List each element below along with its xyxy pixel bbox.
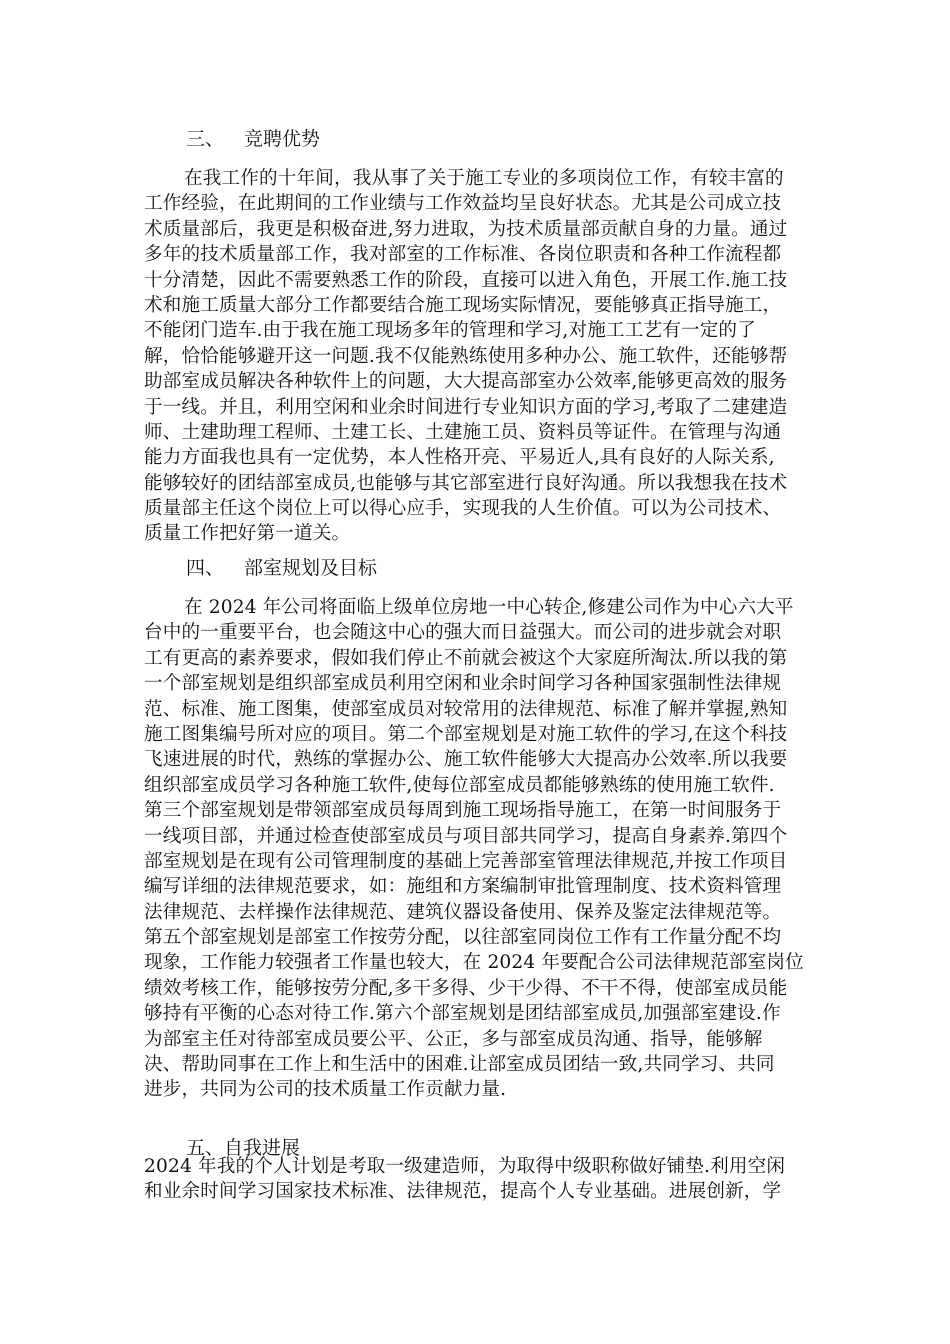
section-number: 三、 [186,128,225,150]
paragraph-department-planning [144,595,809,1103]
text-line: 解，恰恰能够避开这一问题.我不仅能熟练使用多种办公、施工软件，还能够帮 [144,345,788,367]
paragraph-self-development [144,1154,809,1205]
text-line: 第五个部室规划是部室工作按劳分配，以往部室同岗位工作有工作量分配不均 [144,927,782,949]
text-line: 够持有平衡的心态对待工作.第六个部室规划是团结部室成员,加强部室建设.作 [144,1003,781,1025]
text-line: 法律规范、去样操作法律规范、建筑仪器设备使用、保养及鉴定法律规范等。 [144,901,782,923]
text-line: 十分清楚，因此不需要熟悉工作的阶段，直接可以进入角色，开展工作.施工技 [144,269,788,291]
text-line: 飞速进展的时代，熟练的掌握办公、施工软件能够大大提高办公效率.所以我要 [144,749,788,771]
text-line: 为部室主任对待部室成员要公平、公正，多与部室成员沟通、指导，能够解 [144,1028,763,1050]
section-title: 自我进展 [224,1137,301,1159]
text-line: 能够较好的团结部室成员,也能够与其它部室进行良好沟通。所以我想我在技术 [144,472,788,494]
text-line: 在我工作的十年间，我从事了关于施工专业的多项岗位工作，有较丰富的 [184,168,784,189]
text-line: 绩效考核工作，能够按劳分配,多干多得、少干少得、不干不得，使部室成员能 [144,977,788,999]
section-number: 五、 [186,1137,225,1159]
text-line: 质量部主任这个岗位上可以得心应手，实现我的人生价值。可以为公司技术、 [144,498,782,520]
section-title: 竞聘优势 [244,128,321,150]
text-line: 工作经验，在此期间的工作业绩与工作效益均呈良好状态。尤其是公司成立技 [144,193,782,215]
section-number: 四、 [186,557,225,579]
text-line: 在 2024 年公司将面临上级单位房地一中心转企,修建公司作为中心六大平 [184,597,794,618]
text-line: 工有更高的素养要求，假如我们停止不前就会被这个大家庭所淘汰.所以我的第 [144,647,788,669]
text-line: 进步，共同为公司的技术质量工作贡献力量. [144,1079,507,1101]
text-line: 现象，工作能力较强者工作量也较大，在 2024 年要配合公司法律规范部室岗位 [144,952,804,974]
text-line: 质量工作把好第一道关。 [144,523,351,545]
text-line: 部室规划是在现有公司管理制度的基础上完善部室管理法律规范,并按工作项目 [144,850,788,872]
text-line: 术质量部后，我更是积极奋进,努力进取，为技术质量部贡献自身的力量。通过 [144,218,788,240]
text-line: 施工图集编号所对应的项目。第二个部室规划是对施工软件的学习,在这个科技 [144,723,788,745]
text-line: 决、帮助同事在工作上和生活中的困难.让部室成员团结一致,共同学习、共同 [144,1054,775,1076]
text-line: 范、标准、施工图集，使部室成员对较常用的法律规范、标准了解并掌握,熟知 [144,698,788,720]
text-line: 编写详细的法律规范要求，如：施组和方案编制审批管理制度、技术资料管理 [144,876,782,898]
text-line: 助部室成员解决各种软件上的问题，大大提高部室办公效率,能够更高效的服务 [144,371,788,393]
text-line: 不能闭门造车.由于我在施工现场多年的管理和学习,对施工工艺有一定的了 [144,320,756,342]
text-line: 能力方面我也具有一定优势，本人性格开亮、平易近人,具有良好的人际关系, [144,447,775,469]
text-line: 和业余时间学习国家技术标准、法律规范，提高个人专业基础。进展创新，学 [144,1181,782,1203]
section-heading-department-planning [186,556,377,580]
text-line: 一线项目部，并通过检查使部室成员与项目部共同学习，提高自身素养.第四个 [144,825,788,847]
text-line: 第三个部室规划是带领部室成员每周到施工现场指导施工，在第一时间服务于 [144,800,782,822]
paragraph-competitive-advantage [144,166,809,547]
text-line: 于一线。并且，利用空闲和业余时间进行专业知识方面的学习,考取了二建建造 [144,396,788,418]
section-title: 部室规划及目标 [244,557,378,579]
text-line: 台中的一重要平台，也会随这中心的强大而日益强大。而公司的进步就会对职 [144,622,782,644]
text-line: 2024 年我的个人计划是考取一级建造师，为取得中级职称做好铺垫.利用空闲 [144,1156,786,1177]
text-line: 组织部室成员学习各种施工软件,使每位部室成员都能够熟练的使用施工软件. [144,774,775,796]
text-line: 一个部室规划是组织部室成员利用空闲和业余时间学习各种国家强制性法律规 [144,673,782,695]
section-heading-competitive-advantage [186,127,320,151]
text-line: 术和施工质量大部分工作都要结合施工现场实际情况，要能够真正指导施工， [144,294,782,316]
text-line: 师、土建助理工程师、土建工长、土建施工员、资料员等证件。在管理与沟通 [144,421,782,443]
text-line: 多年的技术质量部工作，我对部室的工作标准、各岗位职责和各种工作流程都 [144,244,782,266]
